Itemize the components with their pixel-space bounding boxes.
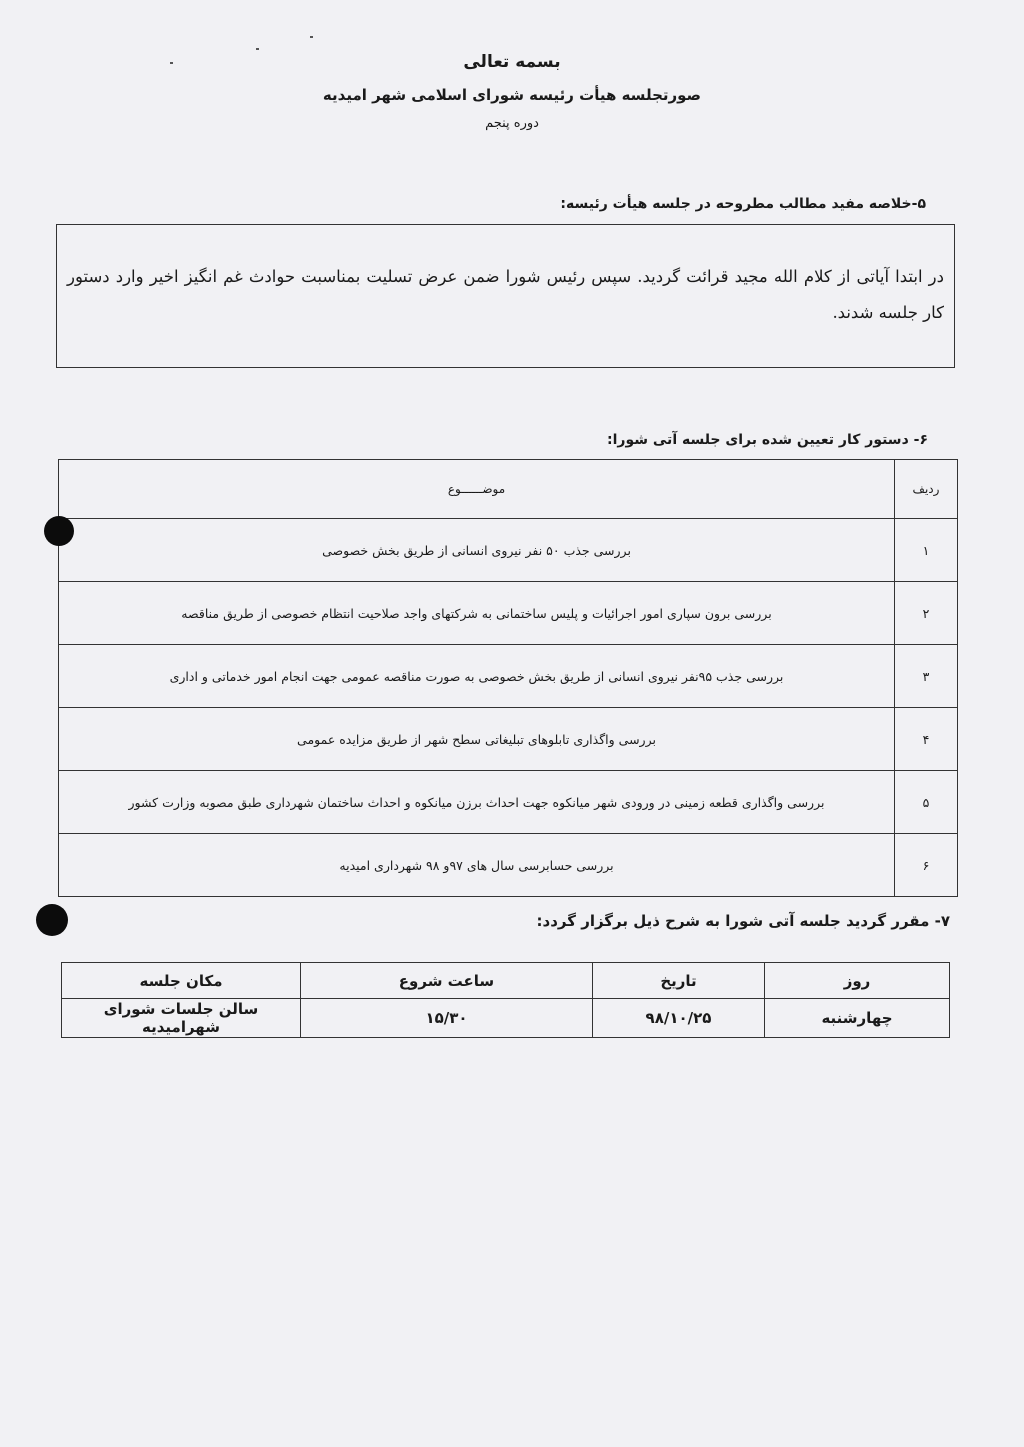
schedule-table	[61, 962, 950, 1038]
header-term: دوره پنجم	[485, 116, 539, 131]
schedule-header-date: تاریخ	[593, 963, 765, 999]
agenda-row-no: ۲	[895, 582, 958, 645]
agenda-row-subject: بررسی جذب ۵۰ نفر نیروی انسانی از طریق بخش خصوصی	[59, 519, 895, 582]
agenda-row-no: ۳	[895, 645, 958, 708]
punch-hole-bottom	[36, 904, 68, 936]
section5-title: ۵-خلاصه مفید مطالب مطروحه در جلسه هیأت رئیسه:	[560, 196, 926, 212]
schedule-header-place: مکان جلسه	[62, 963, 301, 999]
table-row	[59, 708, 958, 771]
table-row	[59, 645, 958, 708]
section6-title: ۶- دستور کار تعیین شده برای جلسه آتی شورا:	[607, 432, 928, 448]
schedule-start: ۱۵/۳۰	[301, 999, 593, 1038]
agenda-header-row	[59, 460, 958, 519]
table-row	[59, 834, 958, 897]
schedule-header-day: روز	[765, 963, 950, 999]
section7-title: ۷- مقرر گردید جلسه آتی شورا به شرح ذیل برگزار گردد:	[536, 912, 950, 930]
section5-summary-text: در ابتدا آیاتی از کلام الله مجید قرائت گردید. سپس رئیس شورا ضمن عرض تسلیت بمناسبت حوادث غم انگیز اخیر وارد دستور کار جلسه شدند.	[67, 267, 944, 322]
schedule-header-row	[62, 963, 950, 999]
agenda-row-no: ۴	[895, 708, 958, 771]
punch-hole-top	[44, 516, 74, 546]
agenda-row-subject: بررسی برون سپاری امور اجرائیات و پلیس ساختمانی به شرکتهای واجد صلاحیت انتظام خصوصی از طریق مناقصه	[59, 582, 895, 645]
agenda-row-no: ۵	[895, 771, 958, 834]
table-row	[59, 519, 958, 582]
schedule-header-start: ساعت شروع	[301, 963, 593, 999]
table-row	[59, 771, 958, 834]
schedule-place: سالن جلسات شورای شهرامیدیه	[62, 999, 301, 1038]
schedule-day: چهارشنبه	[765, 999, 950, 1038]
agenda-row-no: ۶	[895, 834, 958, 897]
table-row	[59, 582, 958, 645]
agenda-row-no: ۱	[895, 519, 958, 582]
header-bismillah: بسمه تعالی	[463, 52, 561, 72]
agenda-table	[58, 459, 958, 897]
table-row	[62, 999, 950, 1038]
section5-summary-box	[56, 224, 955, 368]
agenda-header-no: ردیف	[895, 460, 958, 519]
scan-speck	[310, 36, 313, 38]
agenda-row-subject: بررسی جذب ۹۵نفر نیروی انسانی از طریق بخش خصوصی به صورت مناقصه عمومی جهت انجام امور خدماتی و اداری	[59, 645, 895, 708]
schedule-date: ۹۸/۱۰/۲۵	[593, 999, 765, 1038]
agenda-row-subject: بررسی واگذاری تابلوهای تبلیغاتی سطح شهر از طریق مزایده عمومی	[59, 708, 895, 771]
scan-speck	[256, 48, 259, 50]
agenda-header-subject: موضــــــوع	[59, 460, 895, 519]
agenda-row-subject: بررسی حسابرسی سال های ۹۷و ۹۸ شهرداری امیدیه	[59, 834, 895, 897]
agenda-row-subject: بررسی واگذاری قطعه زمینی در ورودی شهر میانکوه جهت احداث برزن میانکوه و احداث ساختمان شهرداری طبق مصوبه وزارت کشور	[59, 771, 895, 834]
header-title: صورتجلسه هیأت رئیسه شورای اسلامی شهر امیدیه	[322, 86, 702, 104]
